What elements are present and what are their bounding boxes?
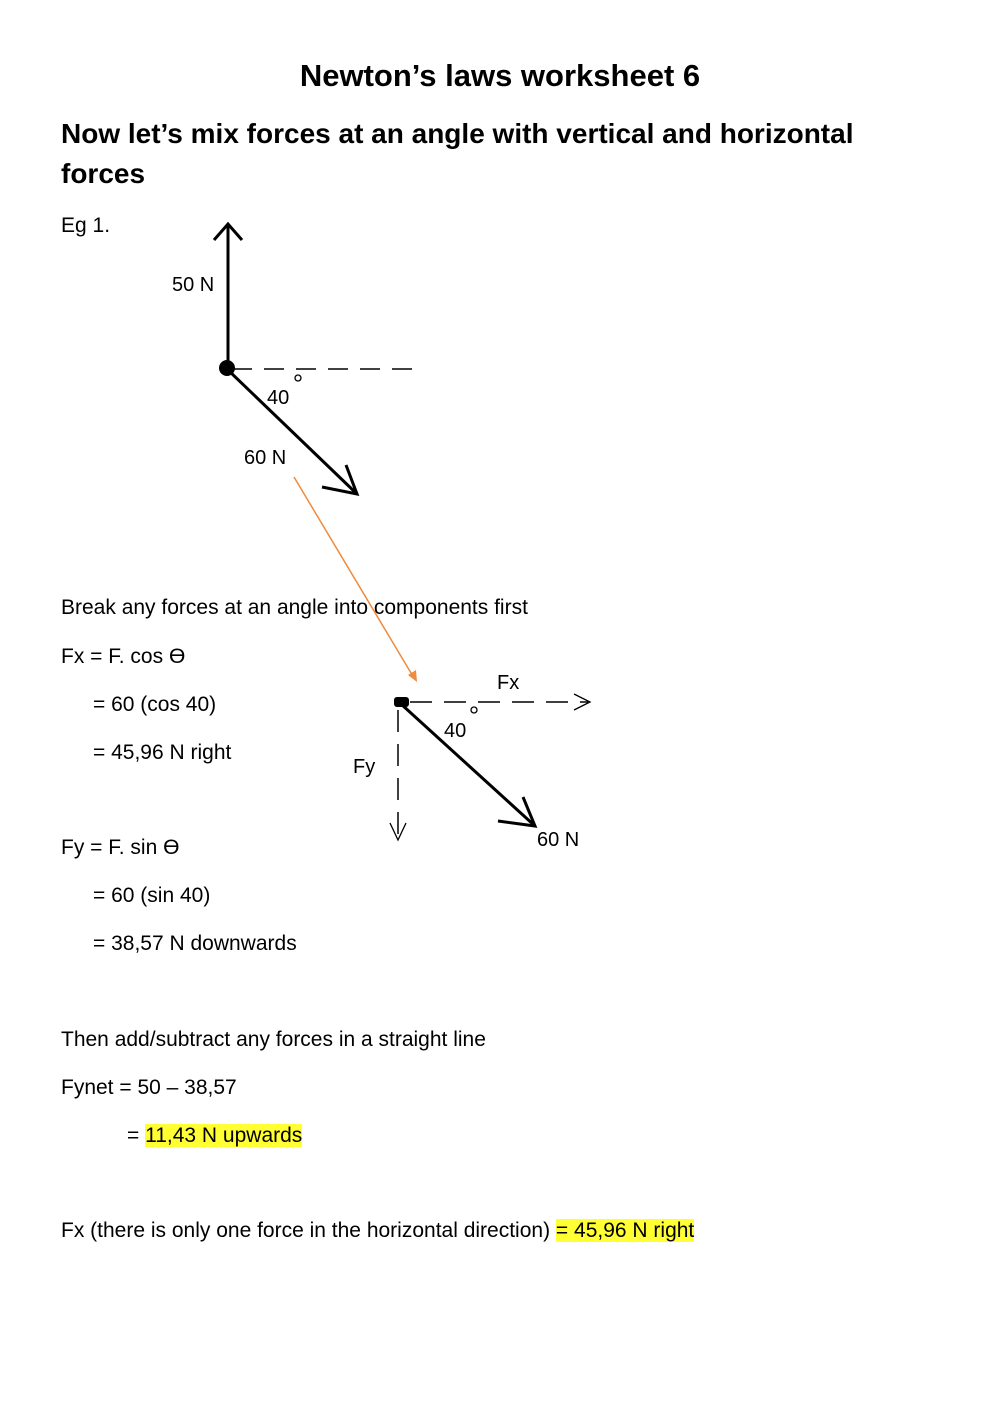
label-50n: 50 N [172, 274, 215, 296]
fy-result: = 38,57 N downwards [93, 932, 297, 955]
force-diagram-2 [353, 672, 590, 851]
label-angle-40: 40 [267, 387, 290, 409]
connector-arrow [294, 477, 414, 678]
fynet-result-line [127, 1124, 302, 1148]
section-subtitle: Now let’s mix forces at an angle with vertical and horizontal forces [61, 118, 854, 189]
connector-arrowhead [408, 670, 417, 682]
diagonal-force-arrow [228, 370, 357, 494]
page-title: Newton’s laws worksheet 6 [299, 58, 701, 93]
fx-substitution: = 60 (cos 40) [93, 693, 217, 716]
example-label: Eg 1. [61, 214, 111, 237]
fx-result: = 45,96 N right [93, 741, 232, 764]
fynet-result-highlight: 11,43 N upwards [145, 1124, 303, 1147]
diagonal-force-arrow-2 [401, 704, 535, 826]
combine-step: Then add/subtract any forces in a straight line [61, 1028, 486, 1051]
degree-symbol-2 [471, 707, 477, 713]
fx-note: Fx (there is only one force in the horizontal direction) [61, 1219, 551, 1242]
label-60n-2: 60 N [537, 829, 580, 851]
step-intro: Break any forces at an angle into components first [61, 596, 528, 619]
fynet-formula: Fynet = 50 – 38,57 [61, 1076, 237, 1099]
label-angle-40-2: 40 [444, 720, 467, 742]
degree-symbol [295, 375, 301, 381]
fx-final-highlight: = 45,96 N right [555, 1219, 695, 1242]
fynet-equals: = [127, 1124, 140, 1147]
label-60n: 60 N [244, 447, 287, 469]
fx-final-line [61, 1219, 694, 1243]
fx-formula: Fx = F. cos Ɵ [61, 645, 186, 668]
force-diagram-1 [172, 224, 414, 494]
label-fy: Fy [353, 756, 376, 778]
fy-formula: Fy = F. sin Ɵ [61, 836, 180, 859]
label-fx: Fx [497, 672, 520, 694]
fy-substitution: = 60 (sin 40) [93, 884, 211, 907]
